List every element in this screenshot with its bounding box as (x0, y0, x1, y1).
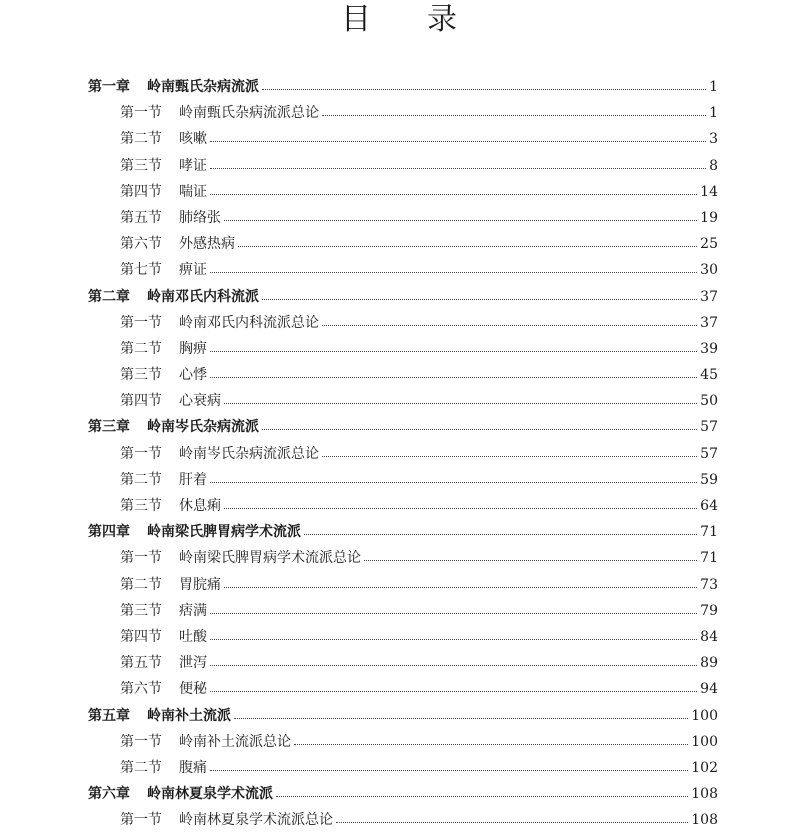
toc-section-entry[interactable] (0, 493, 798, 519)
entry-title: 岭南邓氏内科流派 (147, 288, 259, 305)
entry-number: 第五章 (88, 707, 130, 724)
toc-chapter-entry[interactable] (0, 284, 798, 310)
toc-entry-line (120, 336, 718, 362)
entry-title: 岭南林夏泉学术流派 (147, 786, 273, 803)
toc-chapter-entry[interactable] (0, 703, 798, 729)
entry-title: 便秘 (179, 681, 207, 698)
dot-leader (210, 755, 688, 781)
entry-number: 第四章 (88, 524, 130, 541)
entry-title: 岭南梁氏脾胃病学术流派 (147, 524, 301, 541)
toc-section-entry[interactable] (0, 362, 798, 388)
dot-leader (210, 624, 697, 650)
toc-chapter-entry[interactable] (0, 781, 798, 807)
entry-title: 岭南邓氏内科流派总论 (179, 314, 319, 331)
entry-title: 咳嗽 (179, 131, 207, 148)
toc-section-entry[interactable] (0, 257, 798, 283)
entry-number: 第三节 (120, 602, 162, 619)
page-number: 64 (700, 498, 718, 514)
toc-section-entry[interactable] (0, 807, 798, 833)
page-number: 57 (700, 419, 718, 436)
toc-entry-line (120, 676, 718, 702)
toc-entry-line (120, 231, 718, 257)
toc-section-entry[interactable] (0, 729, 798, 755)
page-number: 84 (700, 628, 718, 645)
entry-number: 第一节 (120, 314, 162, 331)
page-number: 50 (700, 393, 718, 410)
entry-number: 第一章 (88, 79, 130, 95)
entry-title: 岭南梁氏脾胃病学术流派总论 (179, 550, 361, 567)
page-number: 100 (691, 707, 718, 724)
entry-title: 泄泻 (179, 655, 207, 672)
entry-number: 第二节 (120, 131, 162, 148)
toc-chapter-entry[interactable] (0, 74, 798, 100)
entry-number: 第四节 (120, 393, 162, 410)
dot-leader (234, 703, 688, 729)
dot-leader (322, 310, 697, 336)
page-number: 37 (700, 288, 718, 305)
page-title: 目录 (341, 2, 513, 37)
dot-leader (210, 467, 697, 493)
dot-leader (224, 205, 697, 231)
toc-section-entry[interactable] (0, 572, 798, 598)
entry-number: 第一节 (120, 105, 162, 122)
toc-entry-line (120, 572, 718, 598)
page-number: 102 (691, 759, 718, 776)
entry-number: 第三章 (88, 419, 130, 436)
dot-leader (210, 153, 706, 179)
entry-number: 第一节 (120, 812, 162, 829)
dot-leader (294, 729, 688, 755)
page-number: 71 (700, 524, 718, 541)
toc-entry-line (88, 519, 718, 545)
entry-title: 岭南林夏泉学术流派总论 (179, 812, 333, 829)
entry-number: 第二章 (88, 288, 130, 305)
dot-leader (262, 284, 697, 310)
page-number: 73 (700, 576, 718, 593)
page-number: 108 (691, 812, 718, 829)
toc-section-entry[interactable] (0, 624, 798, 650)
dot-leader (210, 179, 697, 205)
entry-number: 第二节 (120, 576, 162, 593)
toc-entry-line (88, 74, 718, 100)
toc-entry-line (88, 414, 718, 440)
page-number: 108 (691, 786, 718, 803)
toc-entry-line (120, 362, 718, 388)
dot-leader (210, 676, 697, 702)
page-number: 3 (709, 131, 718, 148)
dot-leader (364, 545, 697, 571)
page-number: 8 (709, 157, 718, 174)
toc-section-entry[interactable] (0, 676, 798, 702)
entry-title: 岭南补土流派 (147, 707, 231, 724)
entry-number: 第三节 (120, 498, 162, 514)
toc-entry-line (120, 467, 718, 493)
entry-number: 第四节 (120, 183, 162, 200)
toc-entry-line (120, 179, 718, 205)
entry-title: 岭南甄氏杂病流派总论 (179, 105, 319, 122)
toc-section-entry[interactable] (0, 126, 798, 152)
entry-title: 肝着 (179, 471, 207, 488)
entry-title: 岭南岑氏杂病流派 (147, 419, 259, 436)
entry-number: 第五节 (120, 655, 162, 672)
entry-title: 心悸 (179, 367, 207, 384)
toc-entry-line (88, 284, 718, 310)
entry-number: 第二节 (120, 759, 162, 776)
toc-entry-line (88, 703, 718, 729)
dot-leader (336, 807, 688, 833)
toc-section-entry[interactable] (0, 388, 798, 414)
toc-entry-line (120, 441, 718, 467)
page-number: 59 (700, 471, 718, 488)
page-number: 45 (700, 367, 718, 384)
entry-title: 痹证 (179, 262, 207, 279)
page-number: 14 (700, 183, 718, 200)
entry-number: 第六节 (120, 236, 162, 253)
page-number: 30 (700, 262, 718, 279)
toc-entry-line (120, 257, 718, 283)
toc-entry-line (120, 755, 718, 781)
page-number: 25 (700, 236, 718, 253)
toc-entry-line (120, 493, 718, 519)
dot-leader (224, 572, 697, 598)
dot-leader (224, 493, 697, 519)
toc-section-entry[interactable] (0, 310, 798, 336)
toc-section-entry[interactable] (0, 467, 798, 493)
toc-section-entry[interactable] (0, 336, 798, 362)
page-number: 39 (700, 340, 718, 357)
entry-title: 外感热病 (179, 236, 235, 253)
toc-entry-line (88, 781, 718, 807)
toc-entry-line (120, 126, 718, 152)
page-number: 94 (700, 681, 718, 698)
entry-number: 第二节 (120, 340, 162, 357)
toc-entry-line (120, 598, 718, 624)
page-number: 89 (700, 655, 718, 672)
entry-number: 第二节 (120, 471, 162, 488)
toc-section-entry[interactable] (0, 231, 798, 257)
entry-title: 喘证 (179, 183, 207, 200)
dot-leader (262, 414, 697, 440)
entry-number: 第七节 (120, 262, 162, 279)
dot-leader (238, 231, 697, 257)
toc-chapter-entry[interactable] (0, 414, 798, 440)
entry-title: 岭南补土流派总论 (179, 733, 291, 750)
page-number: 1 (709, 79, 718, 95)
dot-leader (304, 519, 697, 545)
entry-number: 第三节 (120, 157, 162, 174)
page-number: 19 (700, 209, 718, 226)
entry-number: 第五节 (120, 209, 162, 226)
entry-number: 第六章 (88, 786, 130, 803)
entry-title: 胸痹 (179, 340, 207, 357)
dot-leader (210, 362, 697, 388)
entry-title: 痞满 (179, 602, 207, 619)
entry-number: 第一节 (120, 550, 162, 567)
toc-entry-line (120, 153, 718, 179)
entry-number: 第一节 (120, 445, 162, 462)
toc-chapter-entry[interactable] (0, 519, 798, 545)
toc-section-entry[interactable] (0, 205, 798, 231)
dot-leader (262, 74, 706, 100)
entry-number: 第四节 (120, 628, 162, 645)
table-of-contents (0, 74, 798, 833)
toc-section-entry[interactable] (0, 598, 798, 624)
entry-number: 第一节 (120, 733, 162, 750)
entry-title: 肺络张 (179, 209, 221, 226)
dot-leader (210, 336, 697, 362)
page-number: 57 (700, 445, 718, 462)
toc-entry-line (120, 624, 718, 650)
dot-leader (322, 441, 697, 467)
entry-title: 岭南岑氏杂病流派总论 (179, 445, 319, 462)
toc-entry-line (120, 205, 718, 231)
dot-leader (322, 100, 706, 126)
page-number: 37 (700, 314, 718, 331)
entry-title: 哮证 (179, 157, 207, 174)
toc-section-entry[interactable] (0, 179, 798, 205)
entry-title: 吐酸 (179, 628, 207, 645)
toc-section-entry[interactable] (0, 100, 798, 126)
toc-entry-line (120, 310, 718, 336)
toc-entry-line (120, 729, 718, 755)
toc-entry-line (120, 807, 718, 833)
dot-leader (210, 650, 697, 676)
page-number: 100 (691, 733, 718, 750)
entry-title: 休息痢 (179, 498, 221, 514)
page-number: 71 (700, 550, 718, 567)
entry-number: 第六节 (120, 681, 162, 698)
toc-section-entry[interactable] (0, 441, 798, 467)
entry-title: 腹痛 (179, 759, 207, 776)
toc-entry-line (120, 388, 718, 414)
toc-entry-line (120, 100, 718, 126)
entry-title: 胃脘痛 (179, 576, 221, 593)
dot-leader (224, 388, 697, 414)
dot-leader (210, 598, 697, 624)
toc-entry-line (120, 650, 718, 676)
toc-entry-line (120, 545, 718, 571)
page-number: 79 (700, 602, 718, 619)
dot-leader (210, 257, 697, 283)
toc-section-entry[interactable] (0, 755, 798, 781)
dot-leader (276, 781, 688, 807)
toc-section-entry[interactable] (0, 545, 798, 571)
entry-title: 心衰病 (179, 393, 221, 410)
toc-section-entry[interactable] (0, 650, 798, 676)
toc-section-entry[interactable] (0, 153, 798, 179)
dot-leader (210, 126, 706, 152)
entry-title: 岭南甄氏杂病流派 (147, 79, 259, 95)
entry-number: 第三节 (120, 367, 162, 384)
page-number: 1 (709, 105, 718, 122)
